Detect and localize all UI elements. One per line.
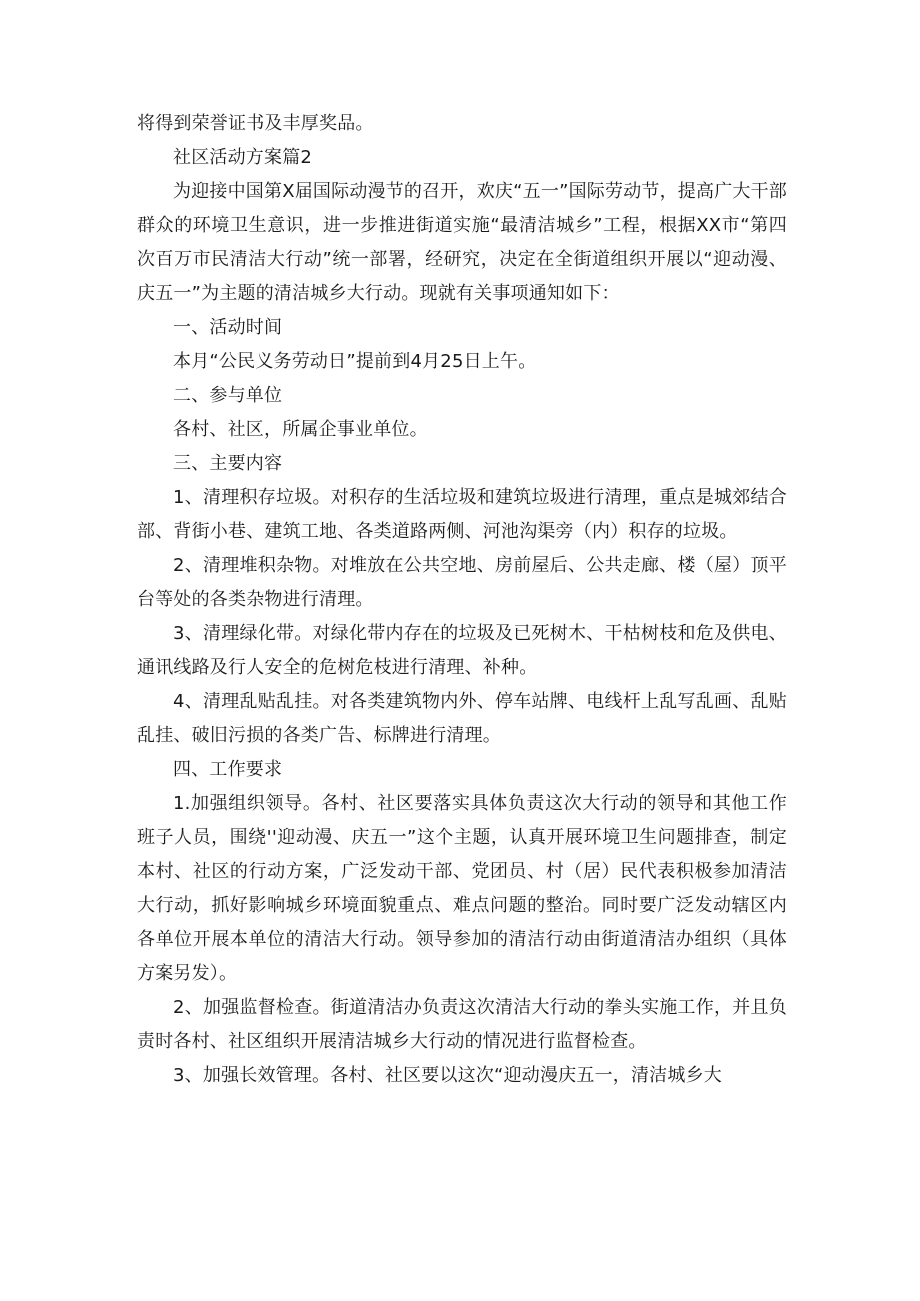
heading: 三、主要内容	[173, 453, 283, 474]
heading: 一、活动时间	[173, 317, 283, 338]
paragraph: 2、加强监督检查。街道清洁办负责这次清洁大行动的拳头实施工作，并且负责时各村、社区组织开展清洁城乡大行动的情况进行监督检查。	[137, 997, 787, 1052]
heading: 四、工作要求	[173, 759, 283, 780]
paragraph: 3、加强长效管理。各村、社区要以这次“迎动漫庆五一，清洁城乡大	[173, 1065, 722, 1086]
paragraph: 4、清理乱贴乱挂。对各类建筑物内外、停车站牌、电线杆上乱写乱画、乱贴乱挂、破旧污损的各类广告、标牌进行清理。	[137, 691, 787, 746]
paragraph: 2、清理堆积杂物。对堆放在公共空地、房前屋后、公共走廊、楼（屋）顶平台等处的各类杂物进行清理。	[137, 555, 787, 610]
paragraph: 本月“公民义务劳动日”提前到4月25日上午。	[173, 351, 537, 372]
heading: 二、参与单位	[173, 385, 283, 406]
paragraph: 将得到荣誉证书及丰厚奖品。	[137, 113, 374, 134]
section-title: 社区活动方案篇2	[173, 147, 313, 168]
paragraph: 各村、社区，所属企事业单位。	[173, 419, 428, 440]
paragraph: 3、清理绿化带。对绿化带内存在的垃圾及已死树木、干枯树枝和危及供电、通讯线路及行人安全的危树危枝进行清理、补种。	[137, 623, 787, 678]
paragraph: 为迎接中国第X届国际动漫节的召开，欢庆“五一”国际劳动节，提高广大干部群众的环境卫生意识，进一步推进街道实施“最清洁城乡”工程，根据XX市“第四次百万市民清洁大行动”统一部署，经研究，决定在全街道组织开展以“迎动漫、庆五一”为主题的清洁城乡大行动。现就有关事项通知如下：	[137, 181, 787, 304]
document-body	[137, 107, 787, 1093]
paragraph: 1、清理积存垃圾。对积存的生活垃圾和建筑垃圾进行清理，重点是城郊结合部、背街小巷、建筑工地、各类道路两侧、河池沟渠旁（内）积存的垃圾。	[137, 487, 787, 542]
paragraph: 1.加强组织领导。各村、社区要落实具体负责这次大行动的领导和其他工作班子人员，围绕''迎动漫、庆五一”这个主题，认真开展环境卫生问题排查，制定本村、社区的行动方案，广泛发动干部、党团员、村（居）民代表积极参加清洁大行动，抓好影响城乡环境面貌重点、难点问题的整治。同时要广泛发动辖区内各单位开展本单位的清洁大行动。领导参加的清洁行动由街道清洁办组织（具体方案另发）。	[137, 793, 787, 984]
